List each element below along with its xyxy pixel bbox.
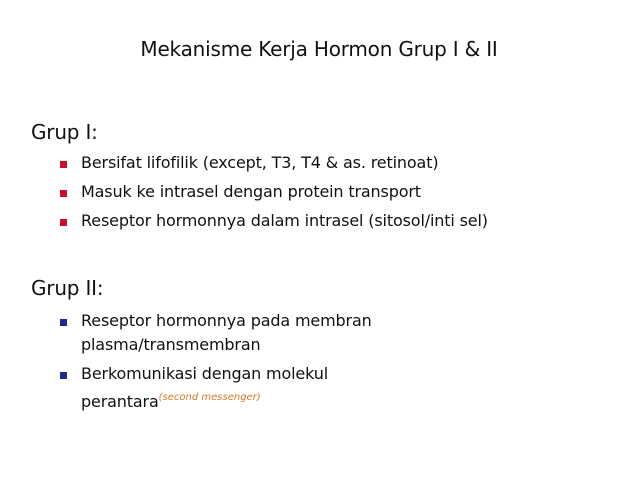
group2-item-receptor <box>60 309 372 357</box>
group2-heading: Grup II: <box>31 276 104 300</box>
group1-item-lipophilic <box>60 151 488 175</box>
group1-item-text: Reseptor hormonnya dalam intrasel (sitosol/inti sel) <box>81 211 488 230</box>
group1-bullet-list <box>60 151 488 238</box>
group2-item-messenger <box>60 362 372 414</box>
group1-item-transport <box>60 180 488 204</box>
red-square-bullet-icon <box>60 190 67 197</box>
group1-item-receptor <box>60 209 488 233</box>
group1-heading: Grup I: <box>31 120 98 144</box>
group2-item-text-line2: plasma/transmembran <box>81 335 261 354</box>
group2-item-text-line1: Reseptor hormonnya pada membran <box>81 311 372 330</box>
group1-item-text: Bersifat lifofilik (except, T3, T4 & as. retinoat) <box>81 153 439 172</box>
group2-bullet-list <box>60 309 372 419</box>
slide-title: Mekanisme Kerja Hormon Grup I & II <box>140 37 498 61</box>
red-square-bullet-icon <box>60 219 67 226</box>
red-square-bullet-icon <box>60 161 67 168</box>
group2-item-text-perantara: perantara <box>81 392 159 411</box>
blue-square-bullet-icon <box>60 372 67 379</box>
group2-item-text-line2 <box>81 386 372 414</box>
group2-item-text-line1: Berkomunikasi dengan molekul <box>81 364 329 383</box>
second-messenger-note: (second messenger) <box>158 392 261 403</box>
group1-item-text: Masuk ke intrasel dengan protein transport <box>81 182 421 201</box>
blue-square-bullet-icon <box>60 319 67 326</box>
